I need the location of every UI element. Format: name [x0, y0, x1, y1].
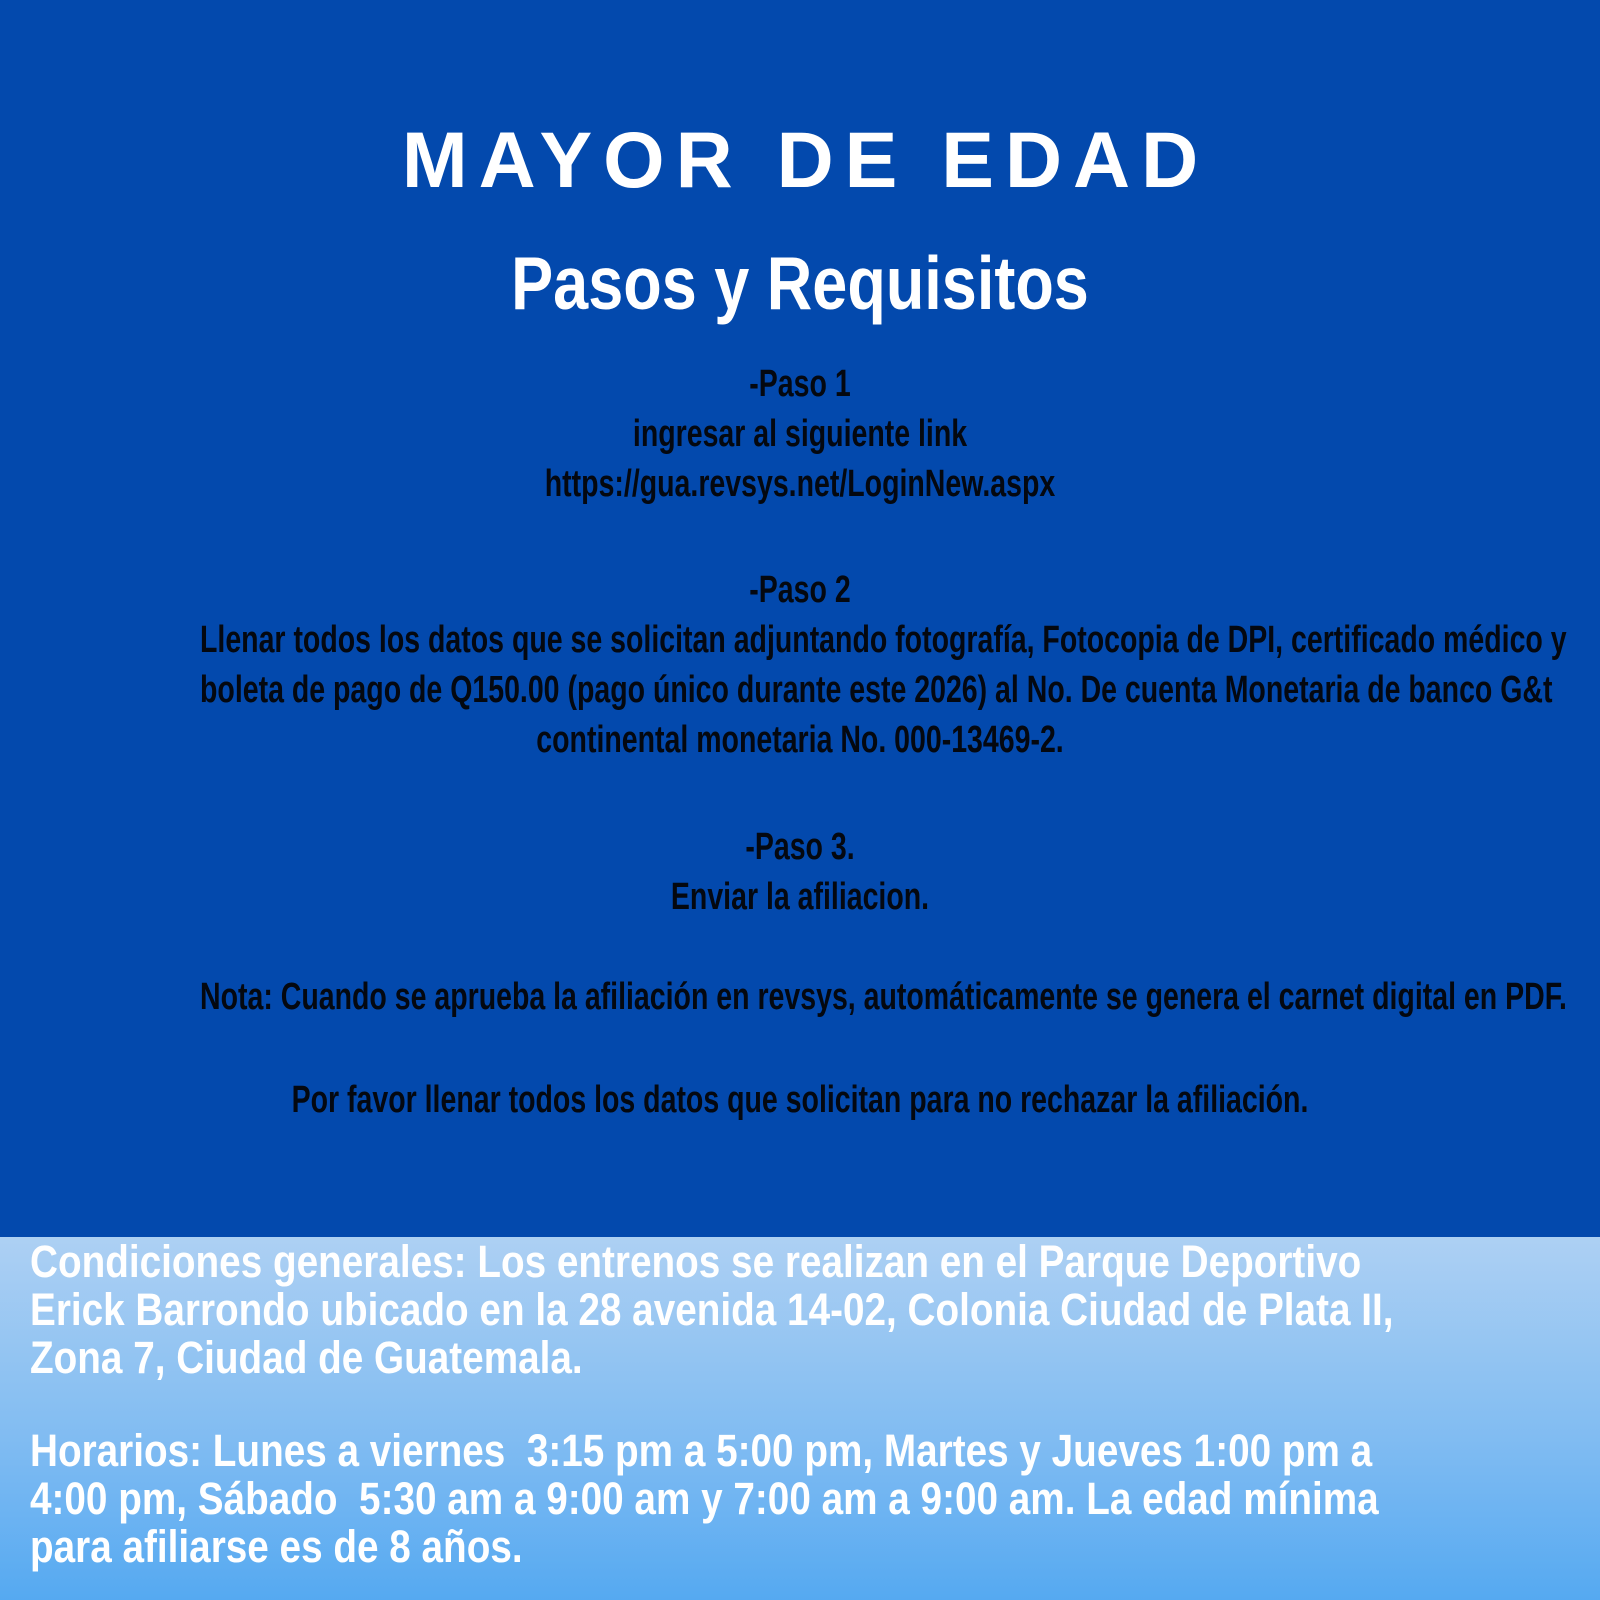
step-2-instruction-line: continental monetaria No. 000-13469-2. [536, 719, 1064, 761]
nota-text: Nota: Cuando se aprueba la afiliación en revsys, automáticamente se genera el carnet digital en PDF. [200, 976, 1567, 1018]
step-2-instruction-line: boleta de pago de Q150.00 (pago único durante este 2026) al No. De cuenta Monetaria de banco G&t [200, 669, 1553, 711]
conditions-text-line: Erick Barrondo ubicado en la 28 avenida 14-02, Colonia Ciudad de Plata II, [30, 1284, 1394, 1335]
step-3-instruction: Enviar la afiliacion. [670, 876, 930, 918]
reminder-text: Por favor llenar todos los datos que solicitan para no rechazar la afiliación. [291, 1079, 1309, 1121]
step-3-section [0, 822, 1600, 922]
page-subtitle: Pasos y Requisitos [511, 241, 1089, 326]
step-2-title: -Paso 2 [749, 569, 851, 611]
page-title: MAYOR DE EDAD [401, 114, 1210, 204]
step-1-instruction: ingresar al siguiente link [632, 413, 968, 455]
general-conditions [30, 1238, 1600, 1382]
reminder-section [0, 1075, 1600, 1125]
nota-section [0, 972, 1600, 1022]
footer-section [0, 1237, 1600, 1600]
step-1-title: -Paso 1 [749, 363, 851, 405]
schedule-info [30, 1427, 1598, 1571]
schedule-text-line: Horarios: Lunes a viernes 3:15 pm a 5:00 pm, Martes y Jueves 1:00 pm a [30, 1425, 1373, 1476]
schedule-text-line: para afiliarse es de 8 años. [30, 1521, 523, 1572]
conditions-text-line: Zona 7, Ciudad de Guatemala. [30, 1332, 583, 1383]
conditions-text-line: Condiciones generales: Los entrenos se realizan en el Parque Deportivo [30, 1236, 1362, 1287]
step-2-section [0, 565, 1600, 765]
affiliation-link-url: https://gua.revsys.net/LoginNew.aspx [544, 463, 1056, 505]
step-3-title: -Paso 3. [745, 826, 855, 868]
step-1-section [0, 359, 1600, 509]
schedule-text-line: 4:00 pm, Sábado 5:30 am a 9:00 am y 7:00 am a 9:00 am. La edad mínima [30, 1473, 1379, 1524]
step-2-instruction-line: Llenar todos los datos que se solicitan adjuntando fotografía, Fotocopia de DPI, certificado médico y [200, 619, 1567, 661]
